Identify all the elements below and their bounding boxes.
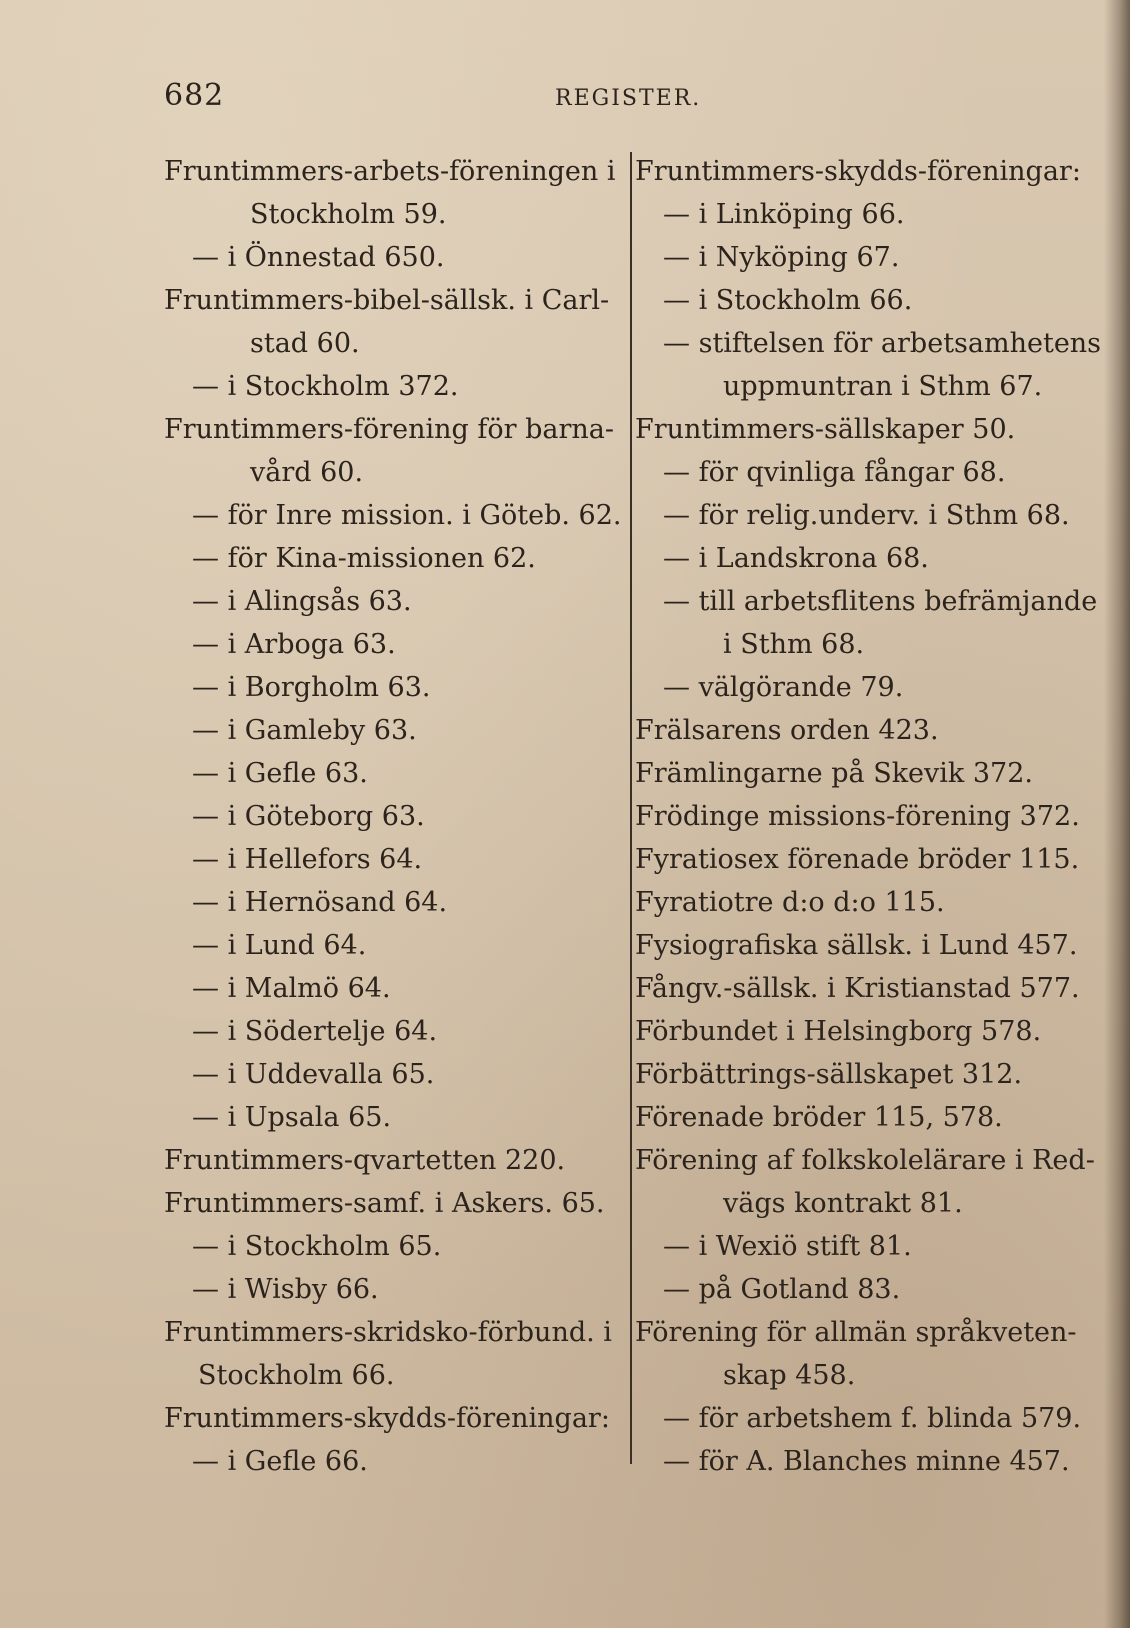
index-entry: skap 458. [723, 1360, 856, 1391]
running-title: REGISTER. [555, 86, 702, 111]
index-entry: — i Linköping 66. [663, 199, 905, 230]
index-entry: — i Uddevalla 65. [192, 1059, 435, 1090]
index-column-left [164, 150, 624, 1483]
index-entry: — välgörande 79. [663, 672, 904, 703]
index-entry: vägs kontrakt 81. [723, 1188, 963, 1219]
index-entry: — för qvinliga fångar 68. [663, 457, 1006, 488]
index-entry: — i Hernösand 64. [192, 887, 448, 918]
index-entry: — i Stockholm 66. [663, 285, 913, 316]
index-entry: Förbundet i Helsingborg 578. [635, 1016, 1042, 1047]
index-entry: — för Kina-missionen 62. [192, 543, 536, 574]
index-entry: — i Alingsås 63. [192, 586, 412, 617]
index-entry: — i Gamleby 63. [192, 715, 417, 746]
index-entry: — i Gefle 66. [192, 1446, 368, 1477]
index-entry: — i Arboga 63. [192, 629, 396, 660]
page-number: 682 [164, 78, 225, 113]
index-entry: Fruntimmers-förening för barna- [164, 414, 615, 445]
index-entry: — för relig.underv. i Sthm 68. [663, 500, 1070, 531]
index-entry: Fysiografiska sällsk. i Lund 457. [635, 930, 1078, 961]
page-edge-shadow [1104, 0, 1130, 1628]
index-entry: — i Wisby 66. [192, 1274, 379, 1305]
index-entry: — i Nyköping 67. [663, 242, 900, 273]
index-entry: Fruntimmers-qvartetten 220. [164, 1145, 566, 1176]
index-entry: — stiftelsen för arbetsamhetens [663, 328, 1102, 359]
index-entry: Fruntimmers-skydds-föreningar: [164, 1403, 610, 1434]
index-entry: Fruntimmers-skridsko-förbund. i [164, 1317, 612, 1348]
index-entry: — på Gotland 83. [663, 1274, 901, 1305]
index-entry: — i Önnestad 650. [192, 242, 445, 273]
index-entry: Fyratiosex förenade bröder 115. [635, 844, 1080, 875]
index-entry: Förening för allmän språkveten- [635, 1317, 1077, 1348]
index-entry: — till arbetsflitens befrämjande [663, 586, 1098, 617]
index-entry: Stockholm 66. [198, 1360, 395, 1391]
index-entry: Främlingarne på Skevik 372. [635, 758, 1033, 789]
column-divider [630, 152, 632, 1464]
index-entry: — i Hellefors 64. [192, 844, 423, 875]
index-entry: Frälsarens orden 423. [635, 715, 939, 746]
index-entry: — i Stockholm 372. [192, 371, 459, 402]
index-entry: — i Upsala 65. [192, 1102, 392, 1133]
index-entry: Förenade bröder 115, 578. [635, 1102, 1003, 1133]
index-entry: — i Landskrona 68. [663, 543, 929, 574]
index-entry: — i Södertelje 64. [192, 1016, 438, 1047]
index-entry: Fruntimmers-arbets-föreningen i [164, 156, 616, 187]
index-entry: — för A. Blanches minne 457. [663, 1446, 1070, 1477]
index-entry: — i Gefle 63. [192, 758, 368, 789]
index-entry: Frödinge missions-förening 372. [635, 801, 1080, 832]
index-entry: vård 60. [250, 457, 364, 488]
index-entry: Fyratiotre d:o d:o 115. [635, 887, 945, 918]
index-entry: — i Stockholm 65. [192, 1231, 442, 1262]
index-entry: Fruntimmers-bibel-sällsk. i Carl- [164, 285, 610, 316]
index-entry: — i Borgholm 63. [192, 672, 431, 703]
index-entry: Fruntimmers-skydds-föreningar: [635, 156, 1081, 187]
index-entry: Fruntimmers-sällskaper 50. [635, 414, 1016, 445]
index-entry: — i Göteborg 63. [192, 801, 425, 832]
index-entry: — för Inre mission. i Göteb. 62. [192, 500, 622, 531]
index-entry: — i Lund 64. [192, 930, 367, 961]
index-entry: i Sthm 68. [723, 629, 865, 660]
index-entry: Fruntimmers-samf. i Askers. 65. [164, 1188, 605, 1219]
index-entry: — i Malmö 64. [192, 973, 391, 1004]
index-entry: — i Wexiö stift 81. [663, 1231, 912, 1262]
index-entry: Stockholm 59. [250, 199, 447, 230]
index-entry: stad 60. [250, 328, 360, 359]
index-entry: Fångv.-sällsk. i Kristianstad 577. [635, 973, 1080, 1004]
index-entry: Förbättrings-sällskapet 312. [635, 1059, 1023, 1090]
index-entry: uppmuntran i Sthm 67. [723, 371, 1043, 402]
index-entry: — för arbetshem f. blinda 579. [663, 1403, 1082, 1434]
index-entry: Förening af folkskolelärare i Red- [635, 1145, 1095, 1176]
index-column-right [635, 150, 1102, 1483]
